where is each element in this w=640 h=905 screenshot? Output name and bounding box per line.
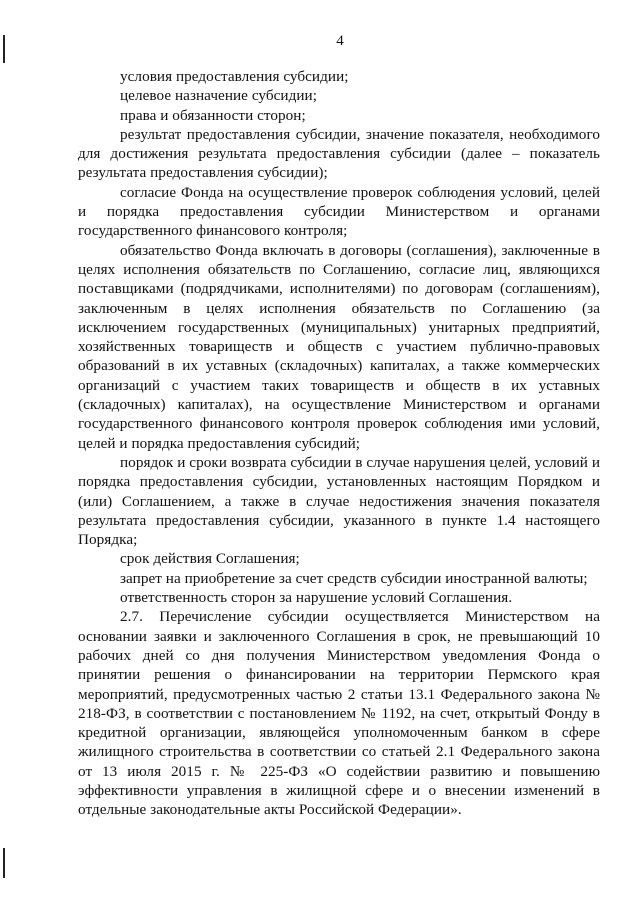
document-body bbox=[78, 67, 600, 820]
paragraph-agreement-term: срок действия Соглашения; bbox=[120, 550, 300, 568]
paragraph-liability: ответственность сторон за нарушение условий Соглашения. bbox=[120, 589, 513, 607]
paragraph-conditions: условия предоставления субсидии; bbox=[120, 68, 349, 85]
page-number: 4 bbox=[336, 33, 344, 49]
paragraph-rights: права и обязанности сторон; bbox=[120, 106, 306, 124]
paragraph-currency-ban: запрет на приобретение за счет средств субсидии иностранной валюты; bbox=[120, 569, 588, 587]
paragraph-purpose: целевое назначение субсидии; bbox=[120, 87, 318, 105]
paragraph-contract-obligation: обязательство Фонда включать в договоры (соглашения), заключенные в целях исполнения обязательств по Соглашению, согласие лиц, являющихся поставщиками (подрядчиками, исполнителями) по договорам (соглашениям), заключенным в целях исполнения обязательств по Соглашению (за исключением государственных (муниципальных) унитарных предприятий, хозяйственных товариществ и обществ с участием публично-правовых образований в их уставных (складочных) капиталах, а также коммерческих организаций с участием таких товариществ и обществ в их уставных (складочных) капиталах), на осуществление Министерством и органами государственного финансового контроля проверок соблюдения ими условий, целей и порядка предоставления субсидий; bbox=[78, 241, 600, 452]
paragraph-transfer-2-7: 2.7. Перечисление субсидии осуществляется Министерством на основании заявки и заключенного Соглашения в срок, не превышающий 10 рабочих дней со дня получения Министерством уведомления Фонда о принятии решения о финансировании на территории Пермского края мероприятий, предусмотренных частью 2 статьи 13.1 Федерального закона № 218-ФЗ, в соответствии с постановлением № 1192, на счет, открытый Фонду в кредитной организации, являющейся уполномоченным банком в сфере жилищного строительства в соответствии со статьей 2.1 Федерального закона от 13 июля 2015 г. № 225-ФЗ «О содействии развитию и повышению эффективности управления в жилищной сфере и о внесении изменений в отдельные законодательные акты Российской Федерации». bbox=[78, 608, 600, 819]
paragraph-refund-procedure: порядок и сроки возврата субсидии в случае нарушения целей, условий и порядка предоставления субсидии, установленных настоящим Порядком и (или) Соглашением, а также в случае недостижения значения показателя результата предоставления субсидии, указанного в пункте 1.4 настоящего Порядка; bbox=[78, 453, 600, 549]
paragraph-result: результат предоставления субсидии, значение показателя, необходимого для достижения результата предоставления субсидии (далее – показатель результата предоставления субсидии); bbox=[78, 125, 600, 182]
paragraph-consent-audit: согласие Фонда на осуществление проверок соблюдения условий, целей и порядка предоставления субсидии Министерством и органами государственного финансового контроля; bbox=[78, 183, 600, 240]
scan-edge-mark-bottom bbox=[3, 848, 5, 878]
